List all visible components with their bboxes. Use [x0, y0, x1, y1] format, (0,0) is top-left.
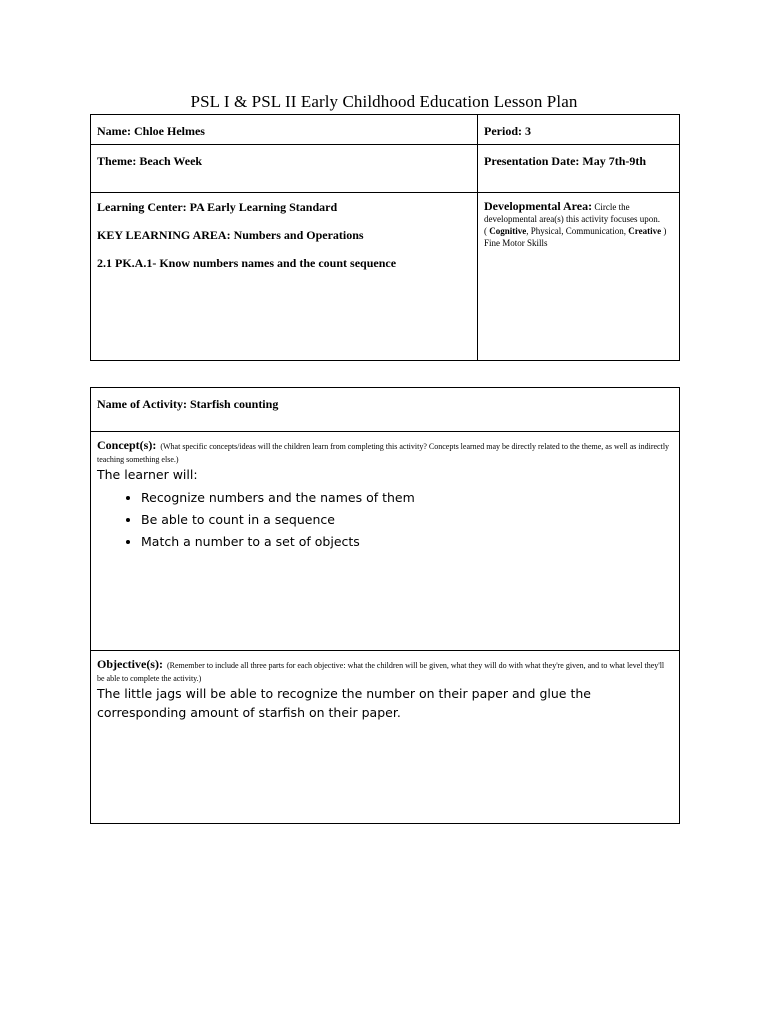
- remaining-options: ) Fine Motor Skills: [484, 226, 667, 248]
- theme-cell: [91, 145, 478, 193]
- student-name: Name: Chloe Helmes: [97, 124, 205, 138]
- objectives-cell: [91, 651, 680, 824]
- creative-option: Creative: [628, 226, 662, 236]
- concepts-list: [97, 488, 673, 551]
- activity-name: Name of Activity: Starfish counting: [97, 397, 279, 411]
- period: Period: 3: [484, 124, 531, 138]
- standard-line: 2.1 PK.A.1- Know numbers names and the count sequence: [97, 256, 397, 270]
- learning-center-cell: [91, 193, 478, 361]
- concepts-intro: The learner will:: [97, 467, 198, 482]
- presentation-date-cell: [478, 145, 680, 193]
- activity-name-cell: [91, 388, 680, 432]
- middle-options: , Physical, Communication,: [526, 226, 626, 236]
- concepts-label: Concept(s):: [97, 438, 157, 452]
- concept-item: • Be able to count in a sequence: [141, 510, 673, 529]
- concepts-cell: [91, 432, 680, 651]
- period-cell: [478, 115, 680, 145]
- concept-item: • Recognize numbers and the names of them: [141, 488, 673, 507]
- theme: Theme: Beach Week: [97, 154, 203, 168]
- activity-table: [90, 387, 680, 824]
- page-title: PSL I & PSL II Early Childhood Education Lesson Plan: [190, 92, 578, 111]
- cognitive-option: Cognitive: [489, 226, 527, 236]
- learning-center-line: Learning Center: PA Early Learning Standard: [97, 200, 338, 214]
- open-paren: (: [484, 226, 487, 236]
- concept-item: • Match a number to a set of objects: [141, 532, 673, 551]
- concepts-note: (What specific concepts/ideas will the children learn from completing this activity? Concepts learned may be directly related to the theme, as well as indirectly teaching something else.): [97, 442, 670, 464]
- developmental-area-cell: [478, 193, 680, 361]
- developmental-area-label: Developmental Area:: [484, 199, 593, 213]
- objectives-text: The little jags will be able to recognize the number on their paper and glue the corresponding amount of starfish on their paper.: [97, 686, 591, 720]
- developmental-area-instruction: Circle the developmental area(s) this activity focuses upon.: [484, 202, 660, 224]
- developmental-area-block: [484, 200, 673, 249]
- key-learning-area-line: KEY LEARNING AREA: Numbers and Operations: [97, 228, 364, 242]
- presentation-date: Presentation Date: May 7th-9th: [484, 154, 647, 168]
- objectives-label: Objective(s):: [97, 657, 163, 671]
- name-cell: [91, 115, 478, 145]
- objectives-heading: [97, 658, 673, 684]
- objectives-note: (Remember to include all three parts for each objective: what the children will be given, what they will do with what they're given, and to what level they'll be able to complete the activity.): [97, 661, 665, 683]
- lesson-info-table: [90, 114, 680, 361]
- concepts-heading: [97, 439, 673, 465]
